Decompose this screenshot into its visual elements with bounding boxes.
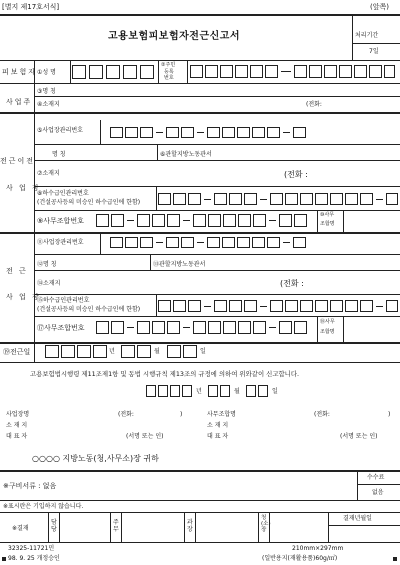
fee-value: 없음 (372, 489, 384, 496)
employer-address-label: ④소재지 (37, 101, 60, 108)
sig-representative-label: 대 표 자 (6, 433, 28, 440)
after-section-label-2: 사 업 장 (6, 293, 41, 301)
after-union-name-label-2: 조합명 (320, 329, 335, 335)
insured-name-boxes[interactable] (72, 65, 157, 79)
after-address-label: ⑭소재지 (37, 280, 61, 287)
footer-approved: 98. 9. 25 개정승인 (8, 555, 60, 562)
sig-phone-label: (전화: (118, 411, 134, 418)
transfer-date-label: ⑲전근일 (3, 348, 31, 356)
before-mgmt-no-boxes[interactable] (110, 127, 350, 138)
union-rep-label: 대 표 자 (207, 433, 229, 440)
before-office-label: ⑥관할지방노동관서 (160, 151, 212, 158)
rrn-boxes[interactable] (190, 65, 395, 78)
page-side-label: (앞쪽) (370, 3, 389, 11)
after-sub-no-label-2: (건설공사등의 미승인 하수급인에 한함) (37, 306, 141, 313)
sig-address-label: 소 재 지 (6, 422, 28, 429)
sig-business-name-label: 사업장명 (6, 411, 30, 418)
form-number: [별지 제17호서식] (2, 3, 60, 11)
after-union-no-boxes[interactable] (96, 321, 316, 334)
before-sub-no-boxes[interactable] (158, 193, 398, 205)
fee-label: 수수료 (367, 474, 385, 481)
transfer-day-unit: 일 (200, 348, 206, 355)
declaration-date-boxes[interactable] (146, 385, 266, 397)
before-union-name-label-1: ⑩사무 (320, 212, 335, 218)
before-section-label-1: 전근이전 (0, 157, 36, 165)
processing-period-label: 처리기간 (355, 32, 379, 39)
transfer-month-unit: 월 (154, 348, 160, 355)
approval-assistant: 주무 (113, 519, 119, 534)
rrn-label-1: ②주민 (161, 62, 176, 68)
corner-mark-right (393, 557, 397, 561)
rrn-label-3: 번호 (164, 75, 174, 81)
union-phone-label: (전화: (314, 411, 330, 418)
union-name-label: 사무조합명 (207, 411, 236, 418)
employer-phone-label: (전화: (306, 101, 322, 108)
before-name-label: 명 칭 (52, 151, 66, 158)
union-sign-label: (서명 또는 인) (340, 433, 378, 440)
union-phone-close: ) (388, 411, 391, 418)
before-address-label: ⑦소재지 (37, 170, 60, 177)
rrn-label-2: 등록 (164, 69, 174, 75)
approval-label: ※결재 (12, 525, 29, 532)
transfer-year-unit: 년 (109, 348, 115, 355)
after-mgmt-no-label: ⑪사업장관리번호 (37, 239, 84, 246)
required-docs: ※구비서류 : 없음 (3, 482, 57, 490)
approval-head: 청(소)장 (261, 515, 271, 534)
employer-name-label: ③명 칭 (37, 88, 56, 95)
transfer-date-boxes[interactable] (45, 345, 215, 358)
corner-mark-left (2, 557, 6, 561)
recipient: ○○○○ 지방노동(청,사무소)장 귀하 (32, 454, 159, 463)
form-title: 고용보험피보험자전근신고서 (108, 31, 241, 42)
approval-date-label: 결재년월일 (343, 515, 372, 522)
footer-paper: (일반용지(재활용품)60g/㎡) (262, 555, 338, 562)
after-section-label-1: 전 근 (6, 267, 28, 275)
after-mgmt-no-boxes[interactable] (110, 237, 350, 248)
top-border (0, 14, 400, 16)
before-sub-no-label-1: ⑧하수급인관리번호 (37, 190, 89, 197)
before-mgmt-no-label: ⑤사업장관리번호 (37, 127, 83, 134)
insured-name-label: ①성 명 (37, 69, 56, 76)
approval-person: 담당 (51, 519, 57, 534)
footer-size: 210mm×297mm (292, 545, 344, 552)
employer-section-label: 사업주 (6, 98, 33, 106)
approval-chief: 과장 (187, 519, 193, 534)
before-section-label-2: 사 업 장 (6, 184, 41, 192)
after-union-no-label: ⑰사무조합번호 (37, 324, 85, 332)
office-use-note: ※표시란은 기입하지 않습니다. (3, 503, 84, 510)
after-sub-no-boxes[interactable] (158, 300, 398, 312)
after-office-label: ⑬관할지방노동관서 (153, 261, 206, 268)
before-union-no-boxes[interactable] (96, 214, 316, 227)
before-union-name-label-2: 조합명 (320, 221, 335, 227)
sig-phone-close: ) (180, 411, 183, 418)
sig-sign-label: (서명 또는 인) (126, 433, 164, 440)
after-union-name-label-1: ⑱사무 (320, 319, 335, 325)
after-sub-no-label-1: ⑮하수급인관리번호 (37, 297, 90, 304)
footer-code: 32325-11721민 (8, 545, 55, 552)
before-sub-no-label-2: (건설공사등의 미승인 하수급인에 한함) (37, 199, 141, 206)
declaration-day-unit: 일 (272, 388, 278, 395)
insured-section-label: 피보험자 (2, 68, 38, 76)
after-phone-label: (전화 : (280, 279, 304, 288)
declaration-month-unit: 월 (234, 388, 240, 395)
processing-period-value: 7일 (369, 48, 379, 55)
after-name-label: ⑫명 칭 (37, 261, 57, 268)
declaration-year-unit: 년 (196, 388, 202, 395)
before-union-no-label: ⑨사무조합번호 (37, 217, 84, 225)
declaration-text: 고용보험법시행령 제11조제1항 및 동법 시행규칙 제13조의 규정에 의하여 위와같이 신고합니다. (30, 370, 300, 378)
union-address-label: 소 재 지 (207, 422, 229, 429)
before-phone-label: (전화 : (284, 170, 308, 179)
